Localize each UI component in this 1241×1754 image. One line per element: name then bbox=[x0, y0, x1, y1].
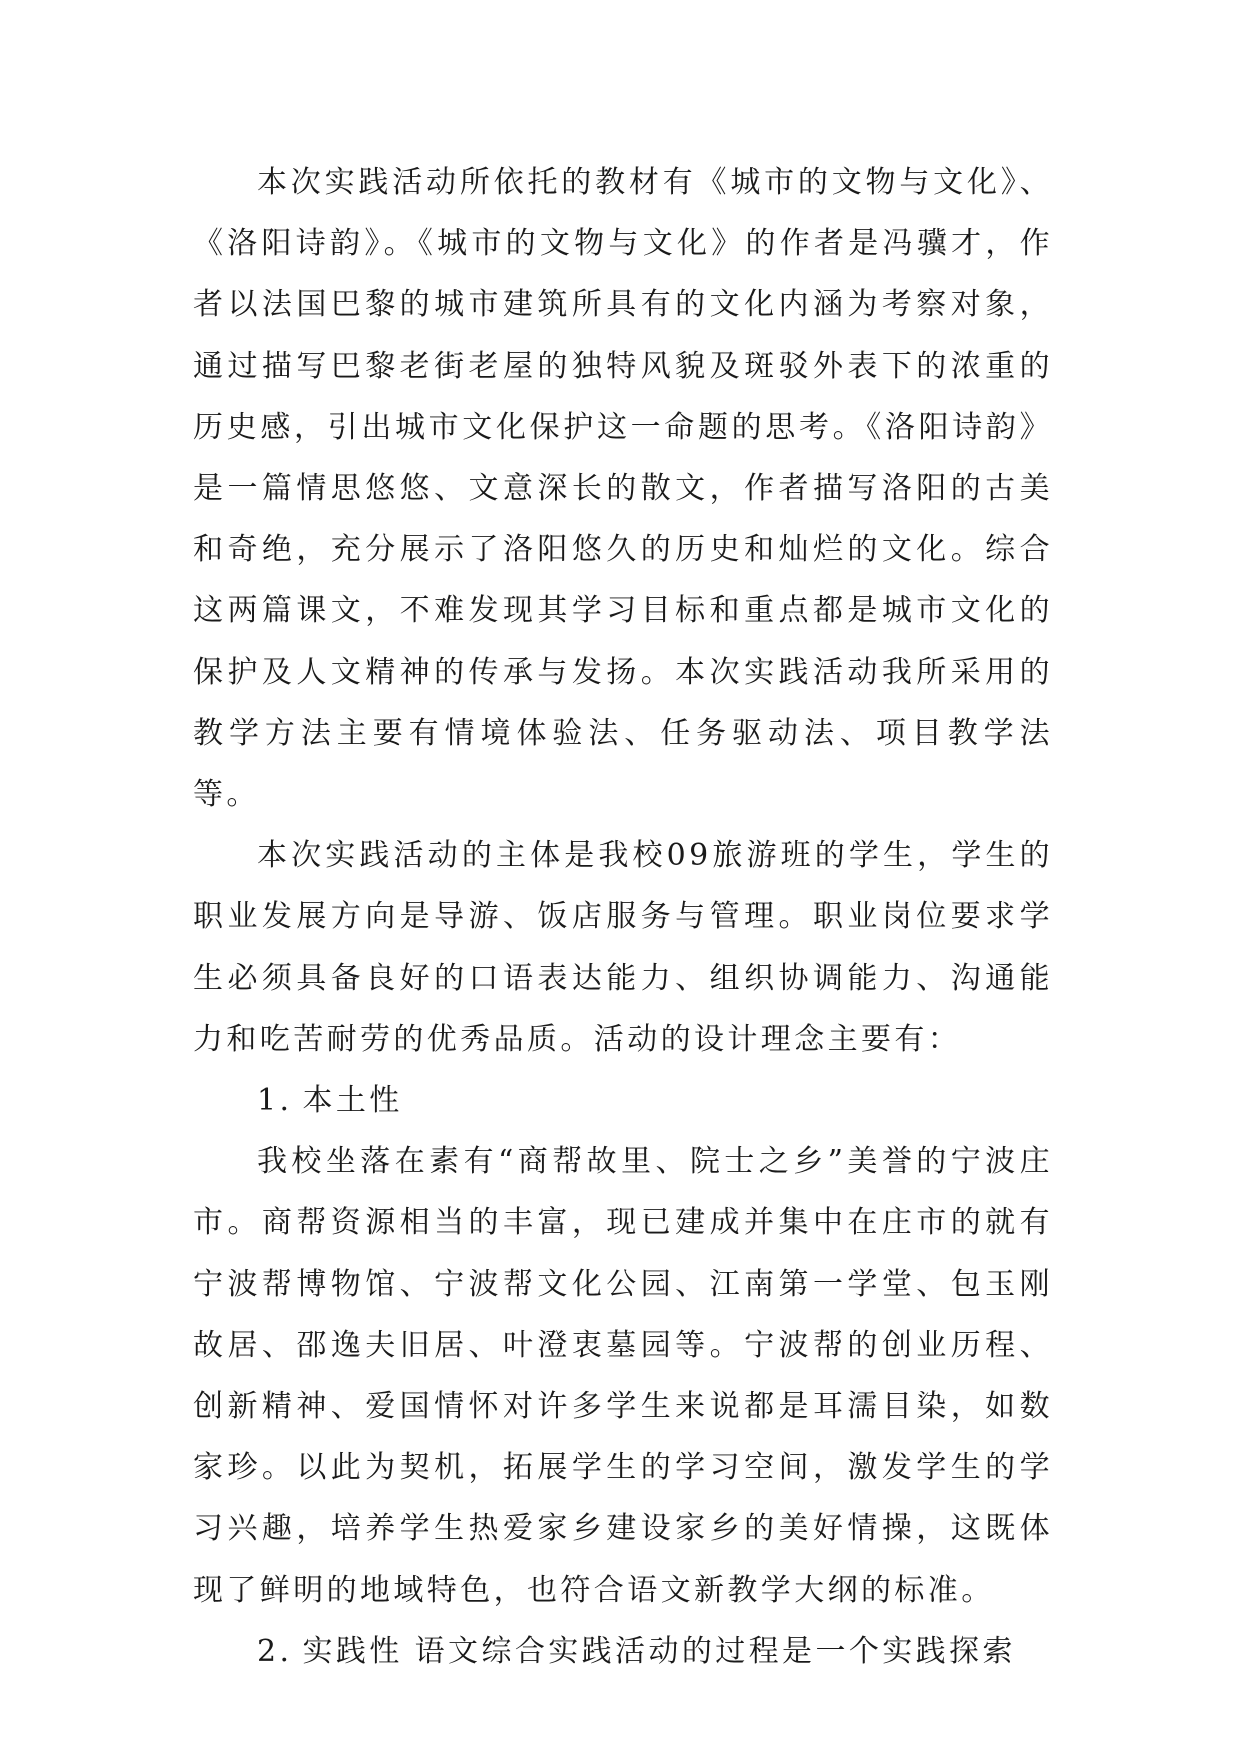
list-item-title: 本土性 bbox=[302, 1083, 403, 1119]
list-item-heading-2 bbox=[193, 1621, 1053, 1682]
list-item-number: 1. bbox=[257, 1083, 293, 1119]
document-page bbox=[193, 152, 1053, 1682]
paragraph-locality: 我校坐落在素有“商帮故里、院士之乡”美誉的宁波庄市。商帮资源相当的丰富，现已建成并集中在庄市的就有宁波帮博物馆、宁波帮文化公园、江南第一学堂、包玉刚故居、邵逸夫旧居、叶澄衷墓园等。宁波帮的创业历程、创新精神、爱国情怀对许多学生来说都是耳濡目染，如数家珍。以此为契机，拓展学生的学习空间，激发学生的学习兴趣，培养学生热爱家乡建设家乡的美好情操，这既体现了鲜明的地域特色，也符合语文新教学大纲的标准。 bbox=[193, 1144, 1053, 1608]
list-item-body: 语文综合实践活动的过程是一个实践探索 bbox=[414, 1633, 1016, 1669]
list-item-number: 2. bbox=[257, 1633, 293, 1669]
list-item-title: 实践性 bbox=[302, 1633, 403, 1669]
paragraph-students: 本次实践活动的主体是我校09旅游班的学生，学生的职业发展方向是导游、饭店服务与管理。职业岗位要求学生必须具备良好的口语表达能力、组织协调能力、沟通能力和吃苦耐劳的优秀品质。活动的设计理念主要有： bbox=[193, 838, 1053, 1057]
list-item-heading-1 bbox=[193, 1070, 1053, 1131]
paragraph-textbooks: 本次实践活动所依托的教材有《城市的文物与文化》、《洛阳诗韵》。《城市的文物与文化》的作者是冯骥才，作者以法国巴黎的城市建筑所具有的文化内涵为考察对象，通过描写巴黎老街老屋的独特风貌及斑驳外表下的浓重的历史感，引出城市文化保护这一命题的思考。《洛阳诗韵》是一篇情思悠悠、文意深长的散文，作者描写洛阳的古美和奇绝，充分展示了洛阳悠久的历史和灿烂的文化。综合这两篇课文，不难发现其学习目标和重点都是城市文化的保护及人文精神的传承与发扬。本次实践活动我所采用的教学方法主要有情境体验法、任务驱动法、项目教学法等。 bbox=[193, 165, 1053, 813]
